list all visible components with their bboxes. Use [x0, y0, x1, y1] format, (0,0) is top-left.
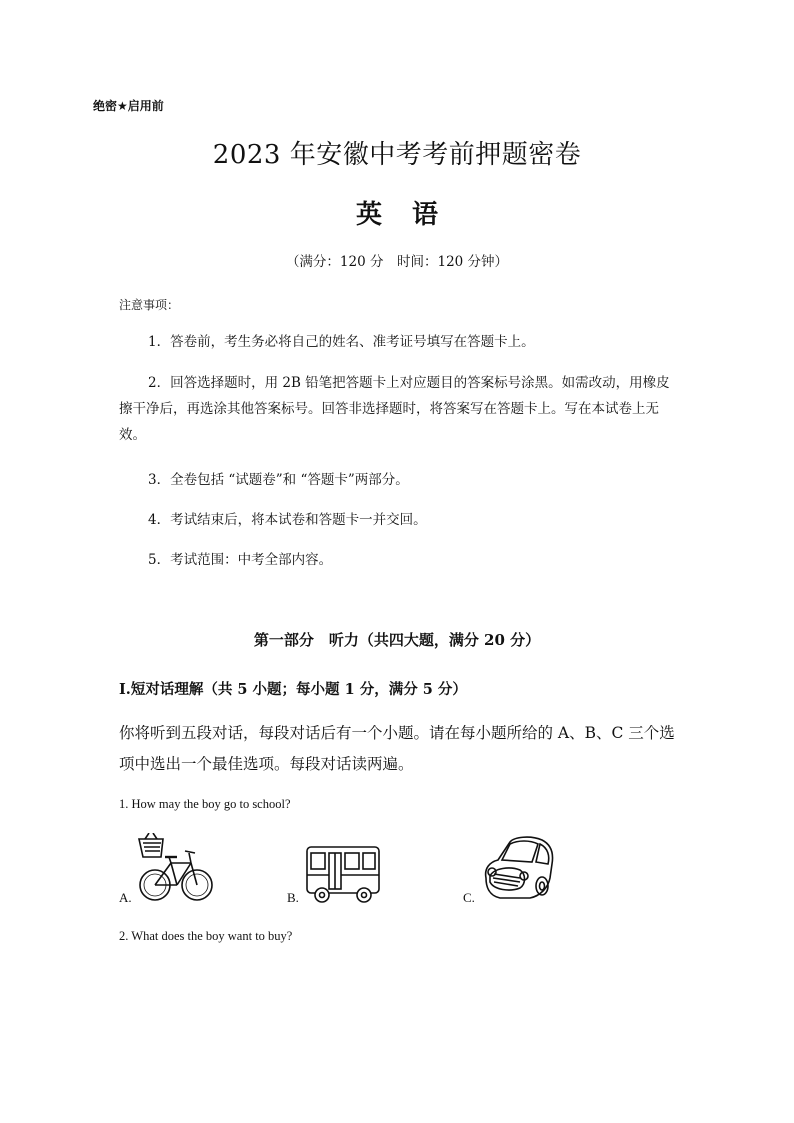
bus-icon	[305, 843, 381, 905]
section1-instructions: 你将听到五段对话，每段对话后有一个小题。请在每小题所给的 A、B、C 三个选项中选出一个最佳选项。每段对话读两遍。	[119, 724, 675, 773]
question-1: 1. How may the boy go to school?	[119, 797, 291, 811]
notice-heading: 注意事项：	[119, 298, 180, 312]
notice-item-5: 5．考试范围：中考全部内容。	[148, 552, 333, 568]
subject-title	[0, 194, 794, 231]
exam-title: 2023 年安徽中考考前押题密卷	[212, 140, 582, 170]
notice-item-2: 2．回答选择题时，用 2B 铅笔把答题卡上对应题目的答案标号涂黑。如需改动，用橡皮擦干净后，再选涂其他答案标号。回答非选择题时，将答案写在答题卡上。写在本试卷上无效。	[119, 375, 670, 443]
notice-item-1: 1．答卷前，考生务必将自己的姓名、准考证号填写在答题卡上。	[148, 334, 535, 350]
confidential-mark: 绝密★启用前	[93, 99, 164, 113]
bicycle-icon	[135, 833, 215, 905]
part1-heading: 第一部分 听力（共四大题，满分 20 分）	[253, 631, 541, 649]
notice-item-4: 4．考试结束后，将本试卷和答题卡一并交回。	[148, 512, 427, 528]
option-a-label: A.	[119, 890, 132, 905]
notice-item-3: 3．全卷包括 “试题卷”和 “答题卡”两部分。	[148, 472, 409, 488]
subject-char-2: 语	[412, 200, 439, 230]
question-2: 2. What does the boy want to buy?	[119, 929, 293, 943]
subject-char-1: 英	[355, 200, 382, 230]
car-icon	[480, 832, 558, 906]
option-b-label: B.	[287, 890, 299, 905]
option-c-label: C.	[463, 890, 475, 905]
section1-heading: Ⅰ.短对话理解（共 5 小题；每小题 1 分，满分 5 分）	[119, 681, 467, 698]
exam-meta: （满分：120 分 时间：120 分钟）	[285, 254, 509, 270]
